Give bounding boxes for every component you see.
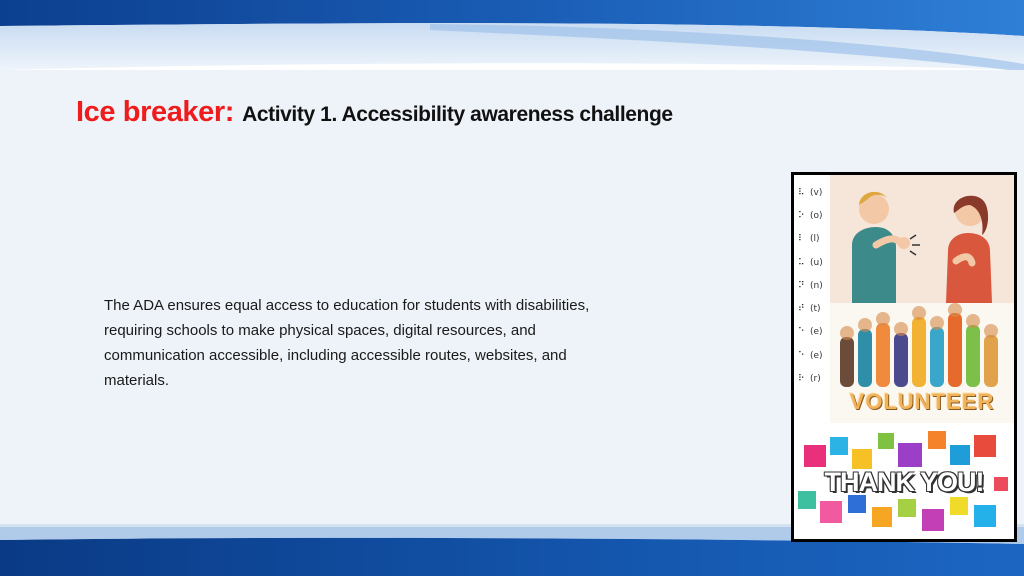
braille-dots: ⠑ — [798, 350, 805, 361]
braille-letter: (t) — [810, 304, 821, 315]
title-highlight: Ice breaker: — [76, 96, 235, 128]
braille-dots: ⠧ — [798, 187, 805, 198]
braille-letter: (e) — [810, 350, 823, 361]
braille-row — [798, 228, 830, 251]
thank-you-illustration — [794, 427, 1014, 539]
volunteer-word: VOLUNTEER — [849, 389, 995, 414]
slide-title — [76, 96, 673, 129]
braille-row — [798, 297, 830, 320]
sign-language-illustration — [830, 175, 1014, 303]
braille-row — [798, 321, 830, 344]
braille-row — [798, 344, 830, 367]
image-collage — [791, 172, 1017, 542]
braille-letter: (o) — [810, 210, 823, 221]
thank-you-word: THANK YOU! — [824, 467, 984, 497]
braille-row — [798, 251, 830, 274]
volunteer-illustration — [830, 303, 1014, 423]
title-rest: Activity 1. Accessibility awareness challenge — [242, 103, 673, 126]
bottom-blue-band — [0, 538, 1024, 576]
body-paragraph: The ADA ensures equal access to education for students with disabilities, requiring schools to make physical spaces, digital resources, and communication accessible, including accessible routes, websites, and materials. — [104, 297, 590, 389]
braille-dots: ⠑ — [798, 327, 805, 338]
raised-hands-image — [830, 303, 1014, 387]
braille-letter: (u) — [810, 257, 823, 268]
braille-letter: (e) — [810, 327, 823, 338]
braille-letter: (r) — [810, 374, 821, 385]
braille-dots: ⠞ — [798, 304, 805, 315]
braille-dots: ⠇ — [798, 234, 805, 245]
braille-row — [798, 181, 830, 204]
braille-letter: (n) — [810, 280, 823, 291]
braille-letter: (l) — [810, 234, 820, 245]
braille-dots: ⠗ — [798, 374, 805, 385]
braille-row — [798, 274, 830, 297]
braille-column — [798, 181, 830, 391]
braille-dots: ⠕ — [798, 210, 805, 221]
sign-language-image — [830, 175, 1014, 303]
braille-dots: ⠥ — [798, 257, 805, 268]
braille-row — [798, 204, 830, 227]
braille-row — [798, 367, 830, 390]
braille-letter: (v) — [810, 187, 823, 198]
braille-dots: ⠝ — [798, 280, 805, 291]
